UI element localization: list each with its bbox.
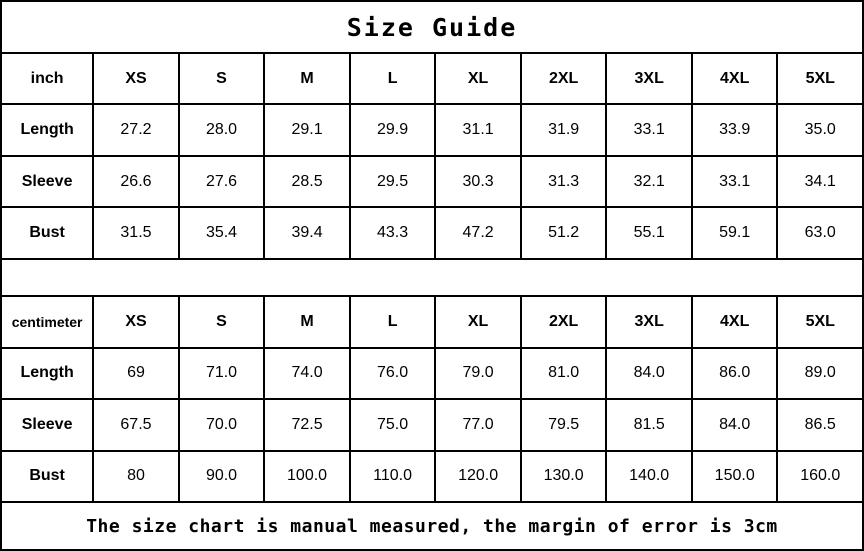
- cm-row-sleeve-label: Sleeve: [2, 400, 94, 449]
- inch-length-xl: 31.1: [436, 105, 522, 154]
- cm-length-5xl: 89.0: [804, 364, 836, 382]
- table-row: [2, 452, 862, 501]
- inch-sleeve-l: 29.5: [351, 157, 437, 206]
- cm-length-2xl: 81.0: [522, 349, 608, 398]
- cm-unit-label: centimeter: [2, 297, 94, 346]
- inch-length-xs: 27.2: [94, 105, 180, 154]
- inch-row-length-label: Length: [2, 105, 94, 154]
- inch-bust-xl: 47.2: [436, 208, 522, 257]
- inch-bust-3xl: 55.1: [607, 208, 693, 257]
- cm-table-header-row: [2, 297, 862, 348]
- cm-row-bust-label: Bust: [2, 452, 94, 501]
- cm-col-xs: XS: [94, 297, 180, 346]
- table-row: [2, 105, 862, 156]
- inch-bust-m: 39.4: [265, 208, 351, 257]
- cm-sleeve-xs: 67.5: [94, 400, 180, 449]
- inch-row-bust-label: Bust: [2, 208, 94, 257]
- cm-sleeve-3xl: 81.5: [607, 400, 693, 449]
- inch-bust-xs: 31.5: [94, 208, 180, 257]
- cm-length-m: 74.0: [265, 349, 351, 398]
- inch-sleeve-xs: 26.6: [94, 157, 180, 206]
- cm-col-4xl: 4XL: [693, 297, 779, 346]
- cm-sleeve-2xl: 79.5: [522, 400, 608, 449]
- cm-length-4xl: 86.0: [693, 349, 779, 398]
- cm-sleeve-5xl: 86.5: [804, 415, 836, 433]
- inch-col-5xl: 5XL: [805, 69, 835, 87]
- cm-sleeve-4xl: 84.0: [693, 400, 779, 449]
- cm-length-l: 76.0: [351, 349, 437, 398]
- cm-col-l: L: [351, 297, 437, 346]
- inch-sleeve-s: 27.6: [180, 157, 266, 206]
- inch-sleeve-m: 28.5: [265, 157, 351, 206]
- table-row: [2, 400, 862, 451]
- inch-sleeve-5xl: 34.1: [804, 172, 836, 190]
- inch-length-2xl: 31.9: [522, 105, 608, 154]
- inch-table-header-row: [2, 54, 862, 105]
- inch-length-4xl: 33.9: [693, 105, 779, 154]
- measurement-note: The size chart is manual measured, the margin of error is 3cm: [2, 501, 862, 549]
- cm-bust-4xl: 150.0: [693, 452, 779, 501]
- cm-sleeve-l: 75.0: [351, 400, 437, 449]
- cm-col-5xl: 5XL: [805, 312, 835, 330]
- inch-unit-label: inch: [2, 54, 94, 103]
- inch-bust-2xl: 51.2: [522, 208, 608, 257]
- inch-bust-5xl: 63.0: [804, 223, 836, 241]
- inch-sleeve-2xl: 31.3: [522, 157, 608, 206]
- cm-col-2xl: 2XL: [522, 297, 608, 346]
- inch-length-s: 28.0: [180, 105, 266, 154]
- inch-bust-4xl: 59.1: [693, 208, 779, 257]
- cm-col-3xl: 3XL: [607, 297, 693, 346]
- cm-bust-xs: 80: [94, 452, 180, 501]
- cm-bust-l: 110.0: [351, 452, 437, 501]
- inch-length-m: 29.1: [265, 105, 351, 154]
- table-separator-row: [2, 260, 862, 298]
- inch-col-s: S: [180, 54, 266, 103]
- cm-col-m: M: [265, 297, 351, 346]
- inch-col-2xl: 2XL: [522, 54, 608, 103]
- inch-col-xl: XL: [436, 54, 522, 103]
- size-tables: [2, 54, 862, 501]
- cm-bust-m: 100.0: [265, 452, 351, 501]
- inch-col-m: M: [265, 54, 351, 103]
- page-title: Size Guide: [2, 2, 862, 54]
- inch-sleeve-4xl: 33.1: [693, 157, 779, 206]
- inch-row-sleeve-label: Sleeve: [2, 157, 94, 206]
- cm-sleeve-m: 72.5: [265, 400, 351, 449]
- cm-col-s: S: [180, 297, 266, 346]
- cm-bust-5xl: 160.0: [800, 467, 841, 485]
- inch-col-4xl: 4XL: [693, 54, 779, 103]
- cm-length-xs: 69: [94, 349, 180, 398]
- inch-col-xs: XS: [94, 54, 180, 103]
- inch-sleeve-xl: 30.3: [436, 157, 522, 206]
- cm-length-s: 71.0: [180, 349, 266, 398]
- cm-bust-xl: 120.0: [436, 452, 522, 501]
- cm-length-3xl: 84.0: [607, 349, 693, 398]
- cm-sleeve-s: 70.0: [180, 400, 266, 449]
- table-row: [2, 208, 862, 259]
- inch-length-5xl: 35.0: [804, 121, 836, 139]
- table-row: [2, 349, 862, 400]
- inch-bust-s: 35.4: [180, 208, 266, 257]
- cm-row-length-label: Length: [2, 349, 94, 398]
- cm-length-xl: 79.0: [436, 349, 522, 398]
- cm-bust-s: 90.0: [180, 452, 266, 501]
- spacer-cell: [2, 260, 862, 296]
- cm-col-xl: XL: [436, 297, 522, 346]
- inch-sleeve-3xl: 32.1: [607, 157, 693, 206]
- inch-col-3xl: 3XL: [607, 54, 693, 103]
- inch-length-3xl: 33.1: [607, 105, 693, 154]
- cm-bust-2xl: 130.0: [522, 452, 608, 501]
- inch-col-l: L: [351, 54, 437, 103]
- inch-length-l: 29.9: [351, 105, 437, 154]
- table-row: [2, 157, 862, 208]
- cm-bust-3xl: 140.0: [607, 452, 693, 501]
- inch-bust-l: 43.3: [351, 208, 437, 257]
- cm-sleeve-xl: 77.0: [436, 400, 522, 449]
